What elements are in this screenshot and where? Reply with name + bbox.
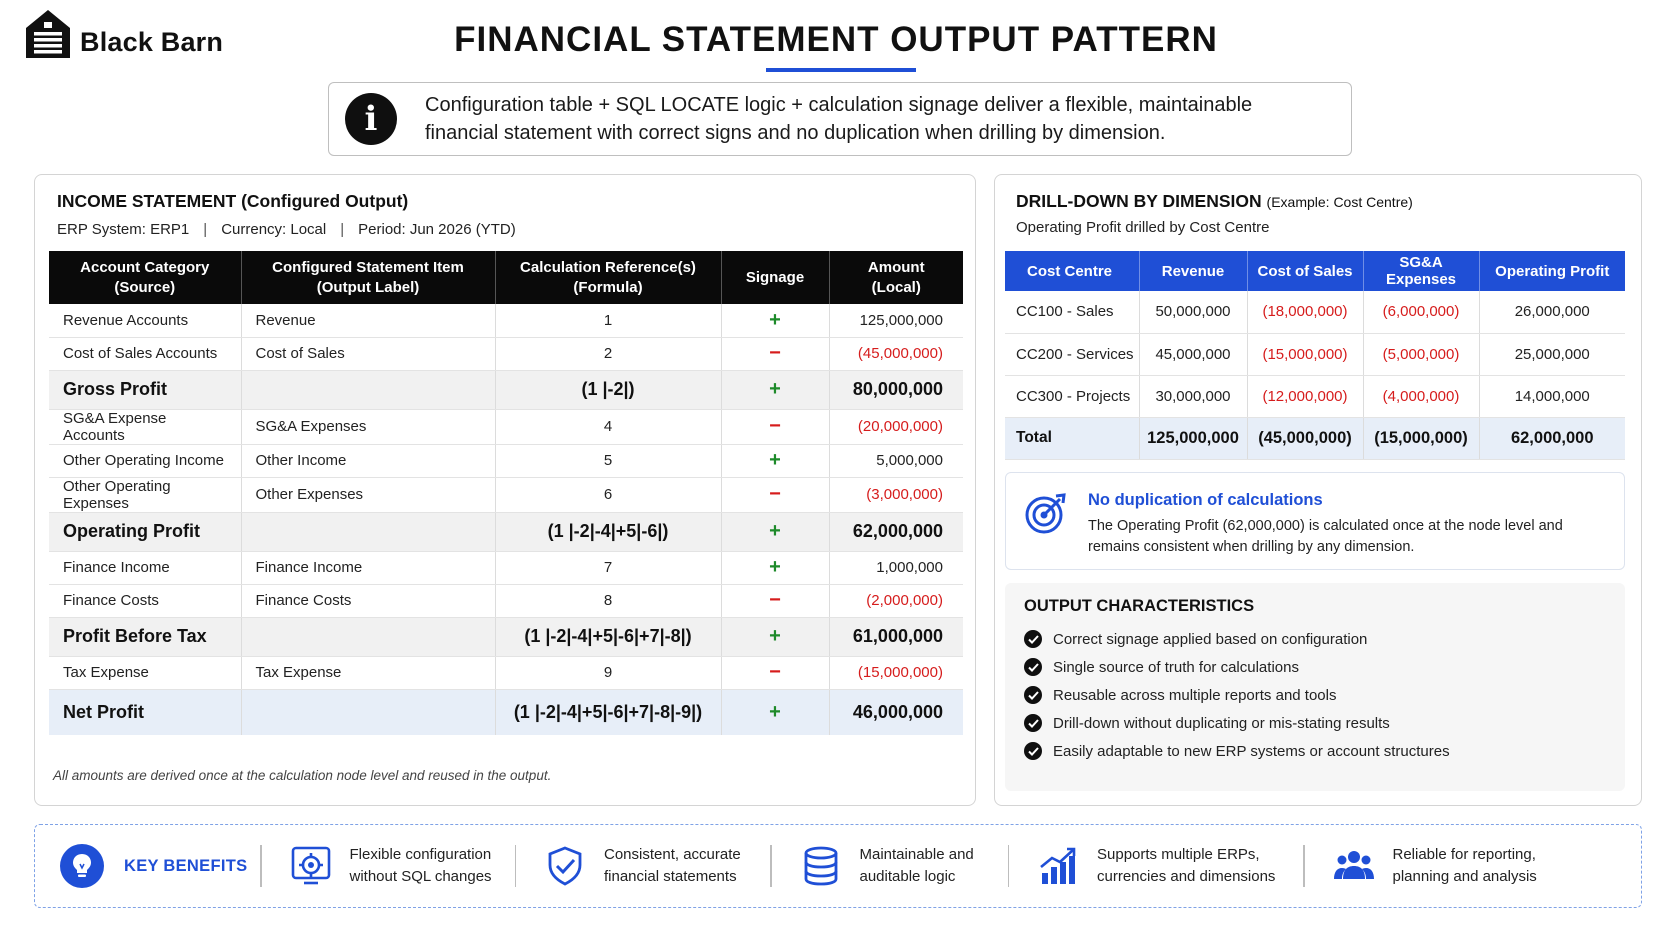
list-item-text: Drill-down without duplicating or mis-stating results <box>1053 714 1390 732</box>
key-benefits-bar <box>34 824 1642 908</box>
info-banner <box>328 82 1352 156</box>
minus-sign: − <box>769 483 781 505</box>
category-cell <box>49 584 241 617</box>
table-cell: (15,000,000) <box>1247 333 1363 375</box>
minus-sign: − <box>769 342 781 364</box>
amount-value: (15,000,000) <box>857 664 943 681</box>
col-account-category: Account Category (Source) <box>49 251 241 304</box>
table-cell: 25,000,000 <box>1479 333 1625 375</box>
amount-value: 61,000,000 <box>852 626 943 646</box>
benefit-line: Maintainable and <box>859 846 974 863</box>
amount-cell <box>829 551 963 584</box>
category-cell <box>49 477 241 512</box>
plus-sign: + <box>769 449 781 471</box>
category-cell: Revenue Accounts <box>63 311 189 329</box>
table-header-row <box>1005 251 1625 291</box>
table-cell: (4,000,000) <box>1363 375 1479 417</box>
table-cell: Total <box>1005 417 1139 459</box>
amount-cell <box>829 689 963 735</box>
item-cell: Other Income <box>255 452 347 469</box>
ref-cell <box>495 512 721 551</box>
category-cell: Cost of Sales Accounts <box>63 345 218 362</box>
key-benefits-label: KEY BENEFITS <box>124 856 248 875</box>
item-cell <box>241 617 495 656</box>
ref-cell: (1 |-2|-4|+5|-6|+7|-8|) <box>524 626 692 646</box>
no-duplication-text: The Operating Profit (62,000,000) is calculated once at the node level and remains consistent when drilling by any dimension. <box>1088 518 1563 555</box>
table-row <box>49 370 963 409</box>
list-item-text: Easily adaptable to new ERP systems or account structures <box>1053 742 1450 760</box>
table-cell: (6,000,000) <box>1363 291 1479 333</box>
info-text: Configuration table + SQL LOCATE logic + calculation signage deliver a flexible, maintainable financial statement with correct signs and no duplication when drilling by dimension. <box>425 94 1253 144</box>
info-icon: i <box>345 93 397 145</box>
total-row <box>1005 417 1625 459</box>
item-cell: Finance Costs <box>255 592 352 609</box>
item-cell <box>241 477 495 512</box>
shield-check-icon <box>544 845 586 887</box>
ref-cell: 9 <box>603 664 613 681</box>
no-duplication-title: No duplication of calculations <box>1088 491 1323 509</box>
table-cell: (15,000,000) <box>1363 417 1479 459</box>
meta-separator: | <box>203 221 208 238</box>
amount-cell <box>829 512 963 551</box>
ref-cell <box>495 409 721 444</box>
ref-cell: (1 |-2|) <box>581 379 635 399</box>
ref-cell <box>495 477 721 512</box>
item-cell <box>241 337 495 370</box>
benefit-item <box>262 844 515 888</box>
ref-cell <box>495 370 721 409</box>
ref-cell: (1 |-2|-4|+5|-6|+7|-8|-9|) <box>513 701 703 722</box>
sign-cell <box>721 656 829 689</box>
erp-system: ERP System: ERP1 <box>57 221 190 238</box>
table-row <box>1005 375 1625 417</box>
table-row <box>49 337 963 370</box>
ref-cell: 7 <box>603 559 613 576</box>
category-cell <box>49 304 241 337</box>
check-icon <box>1024 658 1042 676</box>
table-cell: 125,000,000 <box>1139 417 1247 459</box>
category-cell: Profit Before Tax <box>63 626 207 646</box>
table-row <box>49 409 963 444</box>
ref-cell: 8 <box>603 592 613 609</box>
table-row <box>49 584 963 617</box>
ref-cell <box>495 551 721 584</box>
table-cell: 50,000,000 <box>1139 291 1247 333</box>
users-icon <box>1333 845 1375 887</box>
output-characteristics-list <box>1024 625 1625 765</box>
item-cell <box>241 656 495 689</box>
amount-cell <box>829 337 963 370</box>
gear-code-icon <box>290 845 332 887</box>
benefit-line: without SQL changes <box>349 868 492 885</box>
category-cell: Finance Costs <box>63 592 159 609</box>
table-header-row <box>49 251 963 304</box>
amount-cell <box>829 409 963 444</box>
drilldown-subtitle: Operating Profit drilled by Cost Centre <box>1016 219 1270 236</box>
list-item <box>1024 737 1625 765</box>
amount-value: (45,000,000) <box>857 345 943 362</box>
brand-name: Black Barn <box>80 27 224 57</box>
ref-cell <box>495 656 721 689</box>
lightbulb-icon <box>60 844 104 888</box>
amount-cell <box>829 584 963 617</box>
amount-cell <box>829 617 963 656</box>
table-cell: 30,000,000 <box>1139 375 1247 417</box>
item-cell: Other Expenses <box>255 486 364 503</box>
list-item-text: Correct signage applied based on configuration <box>1053 630 1368 648</box>
category-cell <box>49 337 241 370</box>
minus-sign: − <box>769 661 781 683</box>
item-cell <box>241 304 495 337</box>
income-statement-meta <box>57 221 516 238</box>
category-cell <box>49 689 241 735</box>
table-row <box>49 617 963 656</box>
database-icon <box>800 845 842 887</box>
sign-cell <box>721 337 829 370</box>
income-statement-panel <box>34 174 976 806</box>
ref-cell <box>495 584 721 617</box>
meta-separator: | <box>340 221 345 238</box>
no-duplication-card <box>1005 472 1625 570</box>
output-characteristics <box>1005 583 1625 791</box>
list-item <box>1024 709 1625 737</box>
ref-cell <box>495 444 721 477</box>
benefit-line: planning and analysis <box>1392 868 1537 885</box>
ref-cell <box>495 689 721 735</box>
table-cell: 14,000,000 <box>1479 375 1625 417</box>
table-row <box>49 304 963 337</box>
table-row <box>49 551 963 584</box>
table-row <box>49 444 963 477</box>
plus-sign: + <box>769 520 781 542</box>
table-cell: 62,000,000 <box>1479 417 1625 459</box>
amount-value: 80,000,000 <box>852 379 943 399</box>
category-cell: Gross Profit <box>63 379 168 399</box>
item-cell: Tax Expense <box>255 664 342 681</box>
item-cell: Revenue <box>255 311 316 329</box>
minus-sign: − <box>769 589 781 611</box>
income-statement-footnote: All amounts are derived once at the calculation node level and reused in the output. <box>53 768 552 783</box>
table-row <box>1005 291 1625 333</box>
amount-value: (3,000,000) <box>866 486 943 503</box>
col-statement-item: Configured Statement Item (Output Label) <box>241 251 495 304</box>
check-icon <box>1024 630 1042 648</box>
key-benefits-lead <box>60 844 260 888</box>
table-row <box>1005 333 1625 375</box>
output-characteristics-title: OUTPUT CHARACTERISTICS <box>1024 597 1255 615</box>
col-amount: Amount (Local) <box>829 251 963 304</box>
sign-cell <box>721 304 829 337</box>
col-signage: Signage <box>721 251 829 304</box>
category-cell <box>49 656 241 689</box>
amount-cell <box>829 477 963 512</box>
target-icon <box>1024 491 1068 535</box>
drilldown-title-note: (Example: Cost Centre) <box>1266 194 1413 210</box>
item-cell <box>241 409 495 444</box>
table-row <box>49 477 963 512</box>
category-cell: Finance Income <box>63 559 170 576</box>
benefit-line: Supports multiple ERPs, <box>1097 846 1260 863</box>
drilldown-panel <box>994 174 1642 806</box>
ref-cell: (1 |-2|-4|+5|-6|) <box>547 521 669 541</box>
bar-chart-icon <box>1037 845 1079 887</box>
plus-sign: + <box>769 308 781 331</box>
income-statement-table <box>49 251 963 735</box>
minus-sign: − <box>769 415 781 437</box>
sign-cell <box>721 584 829 617</box>
column-header: Cost of Sales <box>1247 251 1363 291</box>
benefit-line: Reliable for reporting, <box>1392 846 1536 863</box>
sign-cell <box>721 617 829 656</box>
list-item <box>1024 625 1625 653</box>
list-item <box>1024 681 1625 709</box>
plus-sign: + <box>769 556 781 578</box>
category-cell <box>49 444 241 477</box>
table-cell: 26,000,000 <box>1479 291 1625 333</box>
table-row <box>49 656 963 689</box>
column-header: Revenue <box>1139 251 1247 291</box>
table-cell: CC300 - Projects <box>1005 375 1139 417</box>
check-icon <box>1024 686 1042 704</box>
benefit-item <box>1009 844 1303 888</box>
plus-sign: + <box>769 378 781 400</box>
item-cell <box>241 512 495 551</box>
benefit-line: Flexible configuration <box>349 846 492 863</box>
category-cell <box>49 370 241 409</box>
amount-cell <box>829 370 963 409</box>
period: Period: Jun 2026 (YTD) <box>358 221 516 238</box>
table-row <box>49 512 963 551</box>
amount-value: (2,000,000) <box>866 592 943 609</box>
check-icon <box>1024 714 1042 732</box>
item-cell: Finance Income <box>255 559 363 576</box>
table-cell: (45,000,000) <box>1247 417 1363 459</box>
category-cell <box>49 617 241 656</box>
table-cell: (18,000,000) <box>1247 291 1363 333</box>
sign-cell <box>721 551 829 584</box>
benefit-line: auditable logic <box>859 868 956 885</box>
plus-sign: + <box>769 700 781 723</box>
benefit-item <box>1305 844 1537 888</box>
benefit-line: currencies and dimensions <box>1097 868 1276 885</box>
sign-cell <box>721 512 829 551</box>
amount-value: 1,000,000 <box>876 559 943 576</box>
column-header: SG&A Expenses <box>1363 251 1479 291</box>
ref-cell <box>495 337 721 370</box>
plus-sign: + <box>769 625 781 647</box>
table-cell: (12,000,000) <box>1247 375 1363 417</box>
amount-value: 46,000,000 <box>852 701 943 722</box>
list-item-text: Reusable across multiple reports and tools <box>1053 686 1337 704</box>
ref-cell: 4 <box>603 418 613 435</box>
category-cell: Operating Profit <box>63 521 201 541</box>
category-cell: Net Profit <box>63 701 144 722</box>
title-underline <box>766 68 916 72</box>
table-cell: CC100 - Sales <box>1005 291 1139 333</box>
category-cell <box>49 512 241 551</box>
amount-cell <box>829 656 963 689</box>
ref-cell: 5 <box>603 452 613 469</box>
item-cell <box>241 370 495 409</box>
list-item <box>1024 653 1625 681</box>
benefit-line: financial statements <box>604 868 737 885</box>
drilldown-table <box>1005 251 1625 460</box>
table-cell: 45,000,000 <box>1139 333 1247 375</box>
sign-cell <box>721 444 829 477</box>
benefit-item <box>772 844 1008 888</box>
table-cell: CC200 - Services <box>1005 333 1139 375</box>
column-header: Operating Profit <box>1479 251 1625 291</box>
list-item-text: Single source of truth for calculations <box>1053 658 1299 676</box>
item-cell <box>241 584 495 617</box>
sign-cell <box>721 409 829 444</box>
check-icon <box>1024 742 1042 760</box>
amount-cell <box>829 304 963 337</box>
sign-cell <box>721 370 829 409</box>
item-cell: Cost of Sales <box>255 345 345 362</box>
amount-value: 62,000,000 <box>852 521 943 541</box>
amount-cell <box>829 444 963 477</box>
benefit-item <box>516 844 770 888</box>
item-cell: SG&A Expenses <box>255 418 367 435</box>
amount-value: 125,000,000 <box>859 311 943 329</box>
category-cell: Tax Expense <box>63 664 149 681</box>
category-cell <box>49 409 241 444</box>
currency: Currency: Local <box>221 221 327 238</box>
col-calculation-reference: Calculation Reference(s) (Formula) <box>495 251 721 304</box>
sign-cell <box>721 477 829 512</box>
table-row <box>49 689 963 735</box>
item-cell <box>241 551 495 584</box>
category-cell: Other Operating Expenses <box>63 477 171 512</box>
sign-cell <box>721 689 829 735</box>
category-cell: SG&A Expense Accounts <box>63 409 167 444</box>
ref-cell <box>495 617 721 656</box>
ref-cell: 1 <box>603 311 613 329</box>
table-cell: (5,000,000) <box>1363 333 1479 375</box>
category-cell: Other Operating Income <box>63 452 224 469</box>
benefit-line: Consistent, accurate <box>604 846 741 863</box>
item-cell <box>241 444 495 477</box>
ref-cell: 6 <box>603 486 613 503</box>
column-header: Cost Centre <box>1005 251 1139 291</box>
amount-value: 5,000,000 <box>876 452 943 469</box>
item-cell <box>241 689 495 735</box>
page-title: FINANCIAL STATEMENT OUTPUT PATTERN <box>454 20 1218 59</box>
category-cell <box>49 551 241 584</box>
income-statement-title: INCOME STATEMENT (Configured Output) <box>57 191 409 211</box>
ref-cell: 2 <box>603 345 613 362</box>
amount-value: (20,000,000) <box>857 418 943 435</box>
drilldown-title: DRILL-DOWN BY DIMENSION (Example: Cost Centre) <box>1016 191 1413 211</box>
ref-cell <box>495 304 721 337</box>
